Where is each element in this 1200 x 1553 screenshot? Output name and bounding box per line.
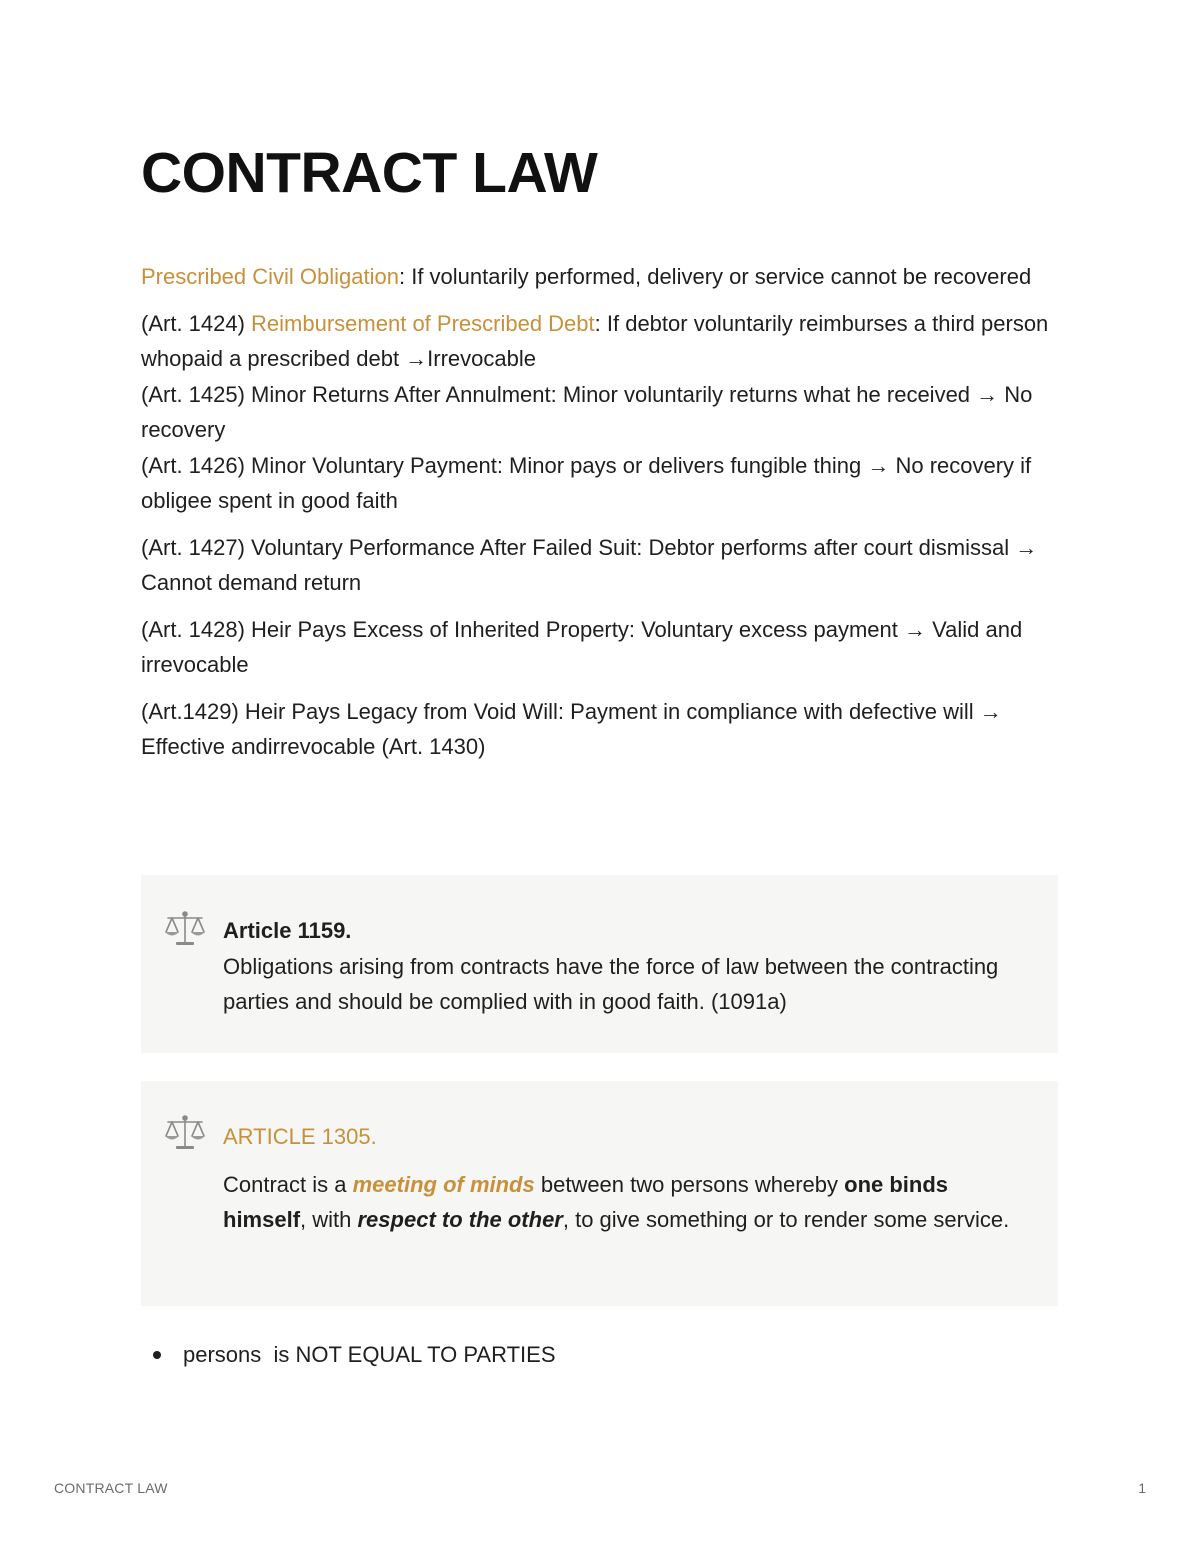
page-title: CONTRACT LAW xyxy=(141,141,598,205)
callout-text xyxy=(223,1167,1028,1238)
text-run: , with xyxy=(300,1207,358,1232)
footer-title: CONTRACT LAW xyxy=(54,1480,168,1496)
paragraph-text: : If voluntarily performed, delivery or service cannot be recovered xyxy=(399,264,1032,289)
callout-article-1305 xyxy=(141,1081,1058,1306)
paragraph-art-1426: (Art. 1426) Minor Voluntary Payment: Minor pays or delivers fungible thing → No recovery if obligee spent in good faith xyxy=(141,452,1032,513)
paragraph-art-1427: (Art. 1427) Voluntary Performance After Failed Suit: Debtor performs after court dismissal → Cannot demand return xyxy=(141,534,1038,595)
article-reference: (Art. 1424) xyxy=(141,310,252,336)
callout-heading: ARTICLE 1305. xyxy=(223,1124,377,1149)
paragraph-art-1429: (Art.1429) Heir Pays Legacy from Void Will: Payment in compliance with defective will → Effective andirrevocable (Art. 1430) xyxy=(141,698,1002,759)
callout-heading: Article 1159. xyxy=(223,918,352,943)
document-body xyxy=(141,259,1061,765)
paragraph-prescribed-civil-obligation xyxy=(141,259,1061,295)
scales-icon xyxy=(163,1112,207,1152)
scales-icon xyxy=(163,908,207,948)
emphasis-meeting-of-minds: meeting of minds xyxy=(352,1171,535,1197)
bullet-icon xyxy=(153,1351,161,1359)
paragraph-art-1424 xyxy=(141,306,1061,377)
text-run: , to give something or to render some service. xyxy=(562,1207,1010,1232)
paragraph-text: : If debtor voluntarily reimburses a third person whopaid a prescribed debt →Irrevocable xyxy=(141,310,1049,371)
emphasis-respect-to-the-other: respect to the other xyxy=(357,1207,563,1232)
paragraph-art-1425: (Art. 1425) Minor Returns After Annulment: Minor voluntarily returns what he received → No recovery xyxy=(141,381,1033,442)
callout-article-1159 xyxy=(141,875,1058,1053)
text-run: between two persons whereby xyxy=(534,1171,845,1197)
list-item xyxy=(141,1337,556,1372)
page-number: 1 xyxy=(1138,1480,1146,1496)
list-item-text: persons is NOT EQUAL TO PARTIES xyxy=(183,1342,556,1367)
callout-text: Obligations arising from contracts have the force of law between the contracting parties and should be complied with in good faith. (1091a) xyxy=(223,953,999,1014)
term-highlight: Prescribed Civil Obligation xyxy=(141,264,399,289)
emphasis-one-binds-himself: one binds himself xyxy=(223,1171,949,1232)
term-highlight: Reimbursement of Prescribed Debt xyxy=(251,310,595,336)
bullet-list xyxy=(141,1337,556,1372)
callout-content xyxy=(223,1119,1028,1238)
text-run: Contract is a xyxy=(223,1171,353,1197)
paragraph-art-1428: (Art. 1428) Heir Pays Excess of Inherited Property: Voluntary excess payment → Valid and irrevocable xyxy=(141,616,1023,677)
callout-content xyxy=(223,913,1028,1020)
